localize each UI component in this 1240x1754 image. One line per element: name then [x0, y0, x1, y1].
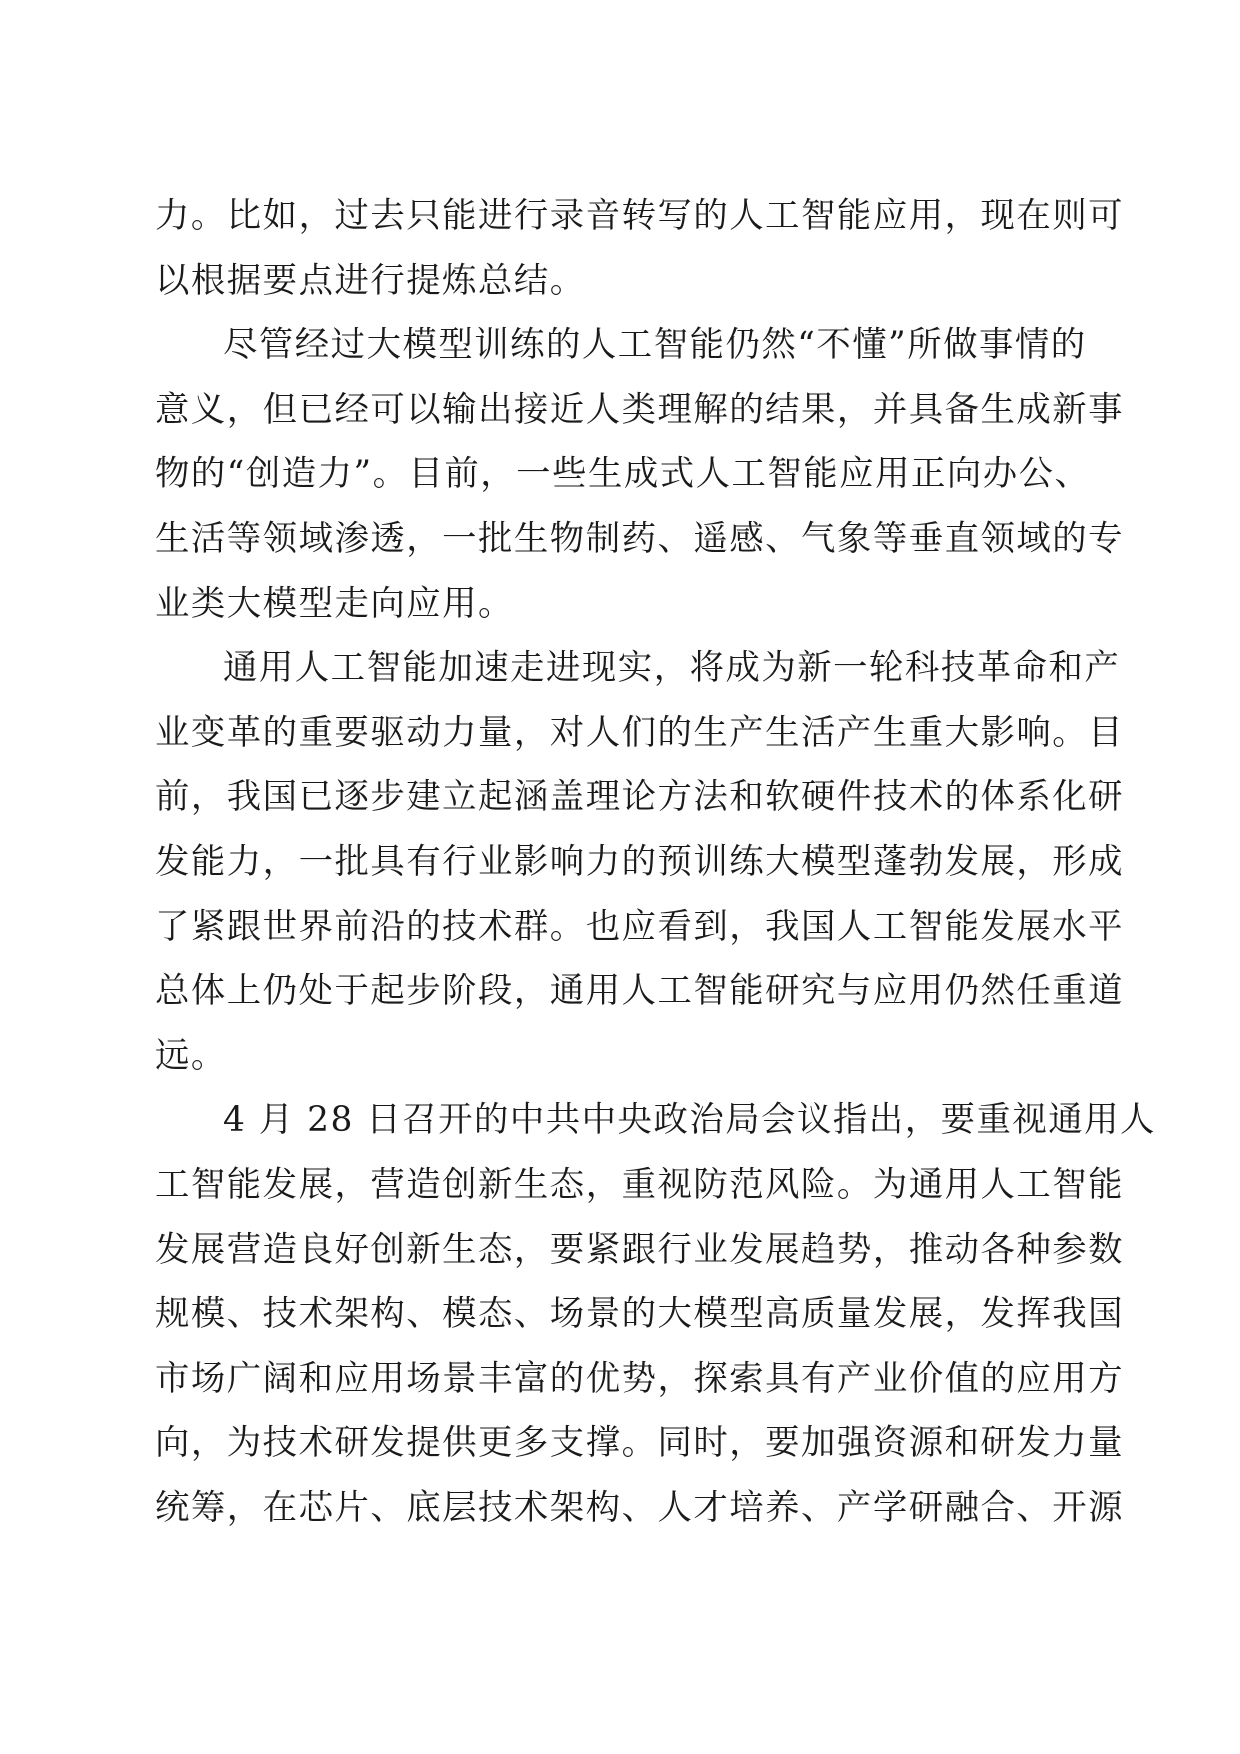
- paragraph-1-line-2: 以根据要点进行提炼总结。: [155, 260, 586, 301]
- paragraph-2-line-1: 尽管经过大模型训练的人工智能仍然“不懂”所做事情的: [223, 325, 1087, 366]
- document-body: [155, 184, 1156, 1540]
- paragraph-3-line-6: 总体上仍处于起步阶段，通用人工智能研究与应用仍然任重道: [155, 971, 1125, 1012]
- paragraph-3-line-2: 业变革的重要驱动力量，对人们的生产生活产生重大影响。目: [155, 712, 1125, 753]
- paragraph-2-line-2: 意义，但已经可以输出接近人类理解的结果，并具备生成新事: [155, 389, 1125, 430]
- paragraph-4-line-7: 统筹，在芯片、底层技术架构、人才培养、产学研融合、开源: [155, 1487, 1125, 1528]
- paragraph-4-line-4: 规模、技术架构、模态、场景的大模型高质量发展，发挥我国: [155, 1294, 1125, 1335]
- paragraph-4-line-3: 发展营造良好创新生态，要紧跟行业发展趋势，推动各种参数: [155, 1229, 1125, 1270]
- paragraph-3-line-5: 了紧跟世界前沿的技术群。也应看到，我国人工智能发展水平: [155, 906, 1125, 947]
- paragraph-2-line-4: 生活等领域渗透，一批生物制药、遥感、气象等垂直领域的专: [155, 518, 1125, 559]
- paragraph-4-line-6: 向，为技术研发提供更多支撑。同时，要加强资源和研发力量: [155, 1423, 1125, 1464]
- paragraph-3-line-4: 发能力，一批具有行业影响力的预训练大模型蓬勃发展，形成: [155, 841, 1125, 882]
- paragraph-4-line-1: 4 月 28 日召开的中共中央政治局会议指出，要重视通用人: [223, 1100, 1156, 1141]
- paragraph-1-line-1: 力。比如，过去只能进行录音转写的人工智能应用，现在则可: [155, 196, 1125, 236]
- paragraph-2-line-3: 物的“创造力”。目前，一些生成式人工智能应用正向办公、: [155, 454, 1091, 495]
- paragraph-3-line-7: 远。: [155, 1035, 227, 1076]
- paragraph-3-line-1: 通用人工智能加速走进现实，将成为新一轮科技革命和产: [223, 648, 1121, 689]
- paragraph-4-line-2: 工智能发展，营造创新生态，重视防范风险。为通用人工智能: [155, 1164, 1125, 1205]
- paragraph-4-line-5: 市场广阔和应用场景丰富的优势，探索具有产业价值的应用方: [155, 1358, 1125, 1399]
- paragraph-2-line-5: 业类大模型走向应用。: [155, 583, 514, 624]
- paragraph-3-line-3: 前，我国已逐步建立起涵盖理论方法和软硬件技术的体系化研: [155, 777, 1125, 818]
